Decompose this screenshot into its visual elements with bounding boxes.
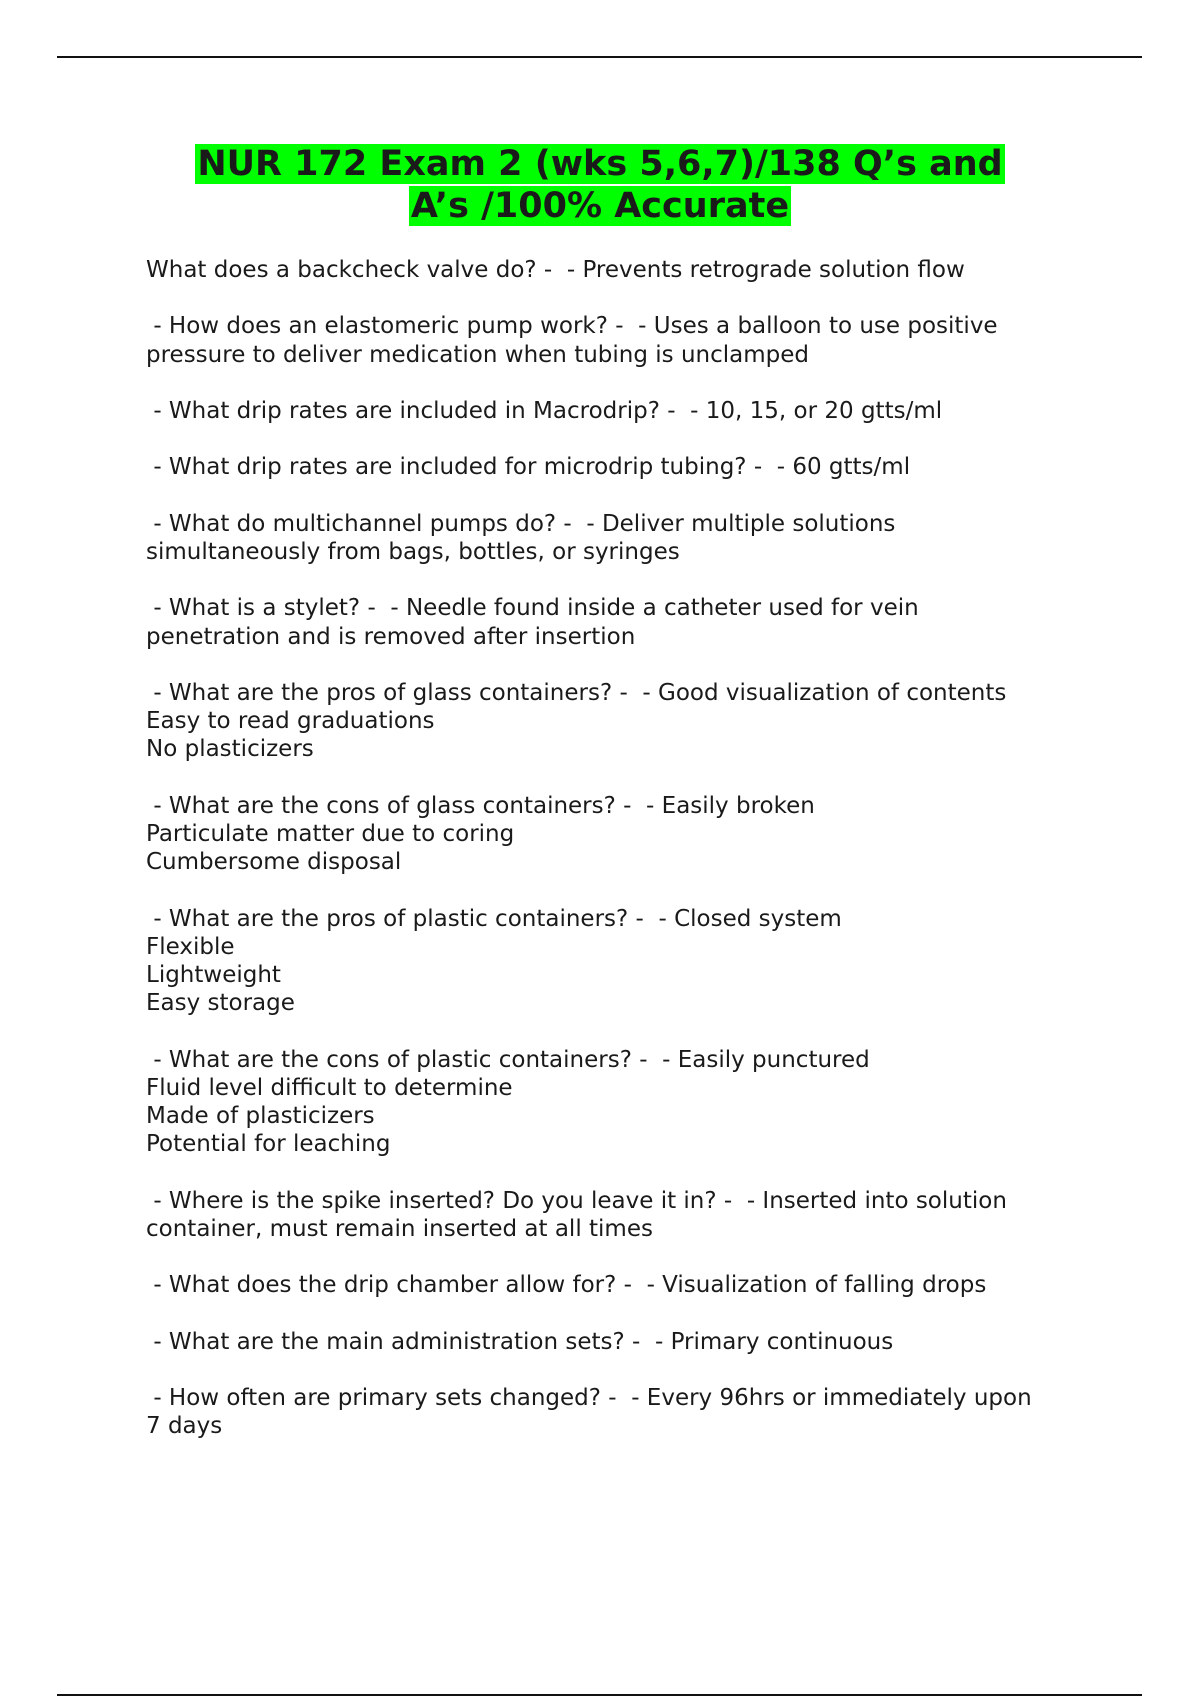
qa-line: - What drip rates are included in Macrodrip? - - 10, 15, or 20 gtts/ml xyxy=(146,397,943,424)
qa-line: - How often are primary sets changed? - - Every 96hrs or immediately upon xyxy=(146,1384,1032,1411)
qa-item xyxy=(146,1384,1106,1440)
qa-item xyxy=(146,1271,1106,1299)
page-title-line-1: NUR 172 Exam 2 (wks 5,6,7)/138 Q’s and xyxy=(197,144,1003,184)
qa-item xyxy=(146,905,1106,1018)
qa-line: - What are the pros of glass containers? - - Good visualization of contents xyxy=(146,679,1007,706)
qa-line: Easy to read graduations xyxy=(146,708,435,735)
qa-line: - How does an elastomeric pump work? - - Uses a balloon to use positive xyxy=(146,313,998,340)
qa-line: - What are the main administration sets? - - Primary continuous xyxy=(146,1328,894,1355)
qa-line: simultaneously from bags, bottles, or syringes xyxy=(146,538,680,565)
qa-line: - What are the cons of plastic containers? - - Easily punctured xyxy=(146,1046,870,1073)
qa-line: Lightweight xyxy=(146,961,281,988)
page-title-line-2: A’s /100% Accurate xyxy=(410,186,790,226)
qa-line: Easy storage xyxy=(146,990,295,1017)
qa-item xyxy=(146,510,1106,566)
footer-divider xyxy=(57,1694,1142,1696)
qa-item xyxy=(146,679,1106,764)
qa-line: Fluid level difficult to determine xyxy=(146,1074,513,1101)
qa-item xyxy=(146,397,1106,425)
qa-item xyxy=(146,312,1106,368)
qa-line: Particulate matter due to coring xyxy=(146,820,515,847)
qa-item xyxy=(146,594,1106,650)
qa-line: What does a backcheck valve do? - - Prevents retrograde solution flow xyxy=(146,257,965,283)
qa-line: - What drip rates are included for microdrip tubing? - - 60 gtts/ml xyxy=(146,454,911,481)
qa-line: pressure to deliver medication when tubing is unclamped xyxy=(146,341,809,368)
qa-line: - What are the pros of plastic containers? - - Closed system xyxy=(146,905,842,932)
qa-line: penetration and is removed after insertion xyxy=(146,623,636,650)
qa-list xyxy=(146,256,1106,1469)
qa-line: - What does the drip chamber allow for? - - Visualization of falling drops xyxy=(146,1272,987,1299)
qa-line: 7 days xyxy=(146,1413,223,1440)
qa-line: Flexible xyxy=(146,933,235,960)
qa-item xyxy=(146,792,1106,877)
qa-line: container, must remain inserted at all times xyxy=(146,1215,653,1242)
qa-line: Cumbersome disposal xyxy=(146,849,402,876)
qa-line: - What is a stylet? - - Needle found inside a catheter used for vein xyxy=(146,595,919,622)
qa-line: - Where is the spike inserted? Do you leave it in? - - Inserted into solution xyxy=(146,1187,1007,1214)
qa-item xyxy=(146,453,1106,481)
qa-item xyxy=(146,1328,1106,1356)
qa-line: - What are the cons of glass containers? - - Easily broken xyxy=(146,792,815,819)
page-title xyxy=(0,143,1200,227)
qa-item xyxy=(146,1187,1106,1243)
header-divider xyxy=(57,56,1142,58)
qa-line: Made of plasticizers xyxy=(146,1102,375,1129)
qa-item xyxy=(146,1046,1106,1159)
qa-line: No plasticizers xyxy=(146,736,314,763)
qa-line: - What do multichannel pumps do? - - Deliver multiple solutions xyxy=(146,510,896,537)
qa-item xyxy=(146,256,1106,284)
qa-line: Potential for leaching xyxy=(146,1131,391,1158)
